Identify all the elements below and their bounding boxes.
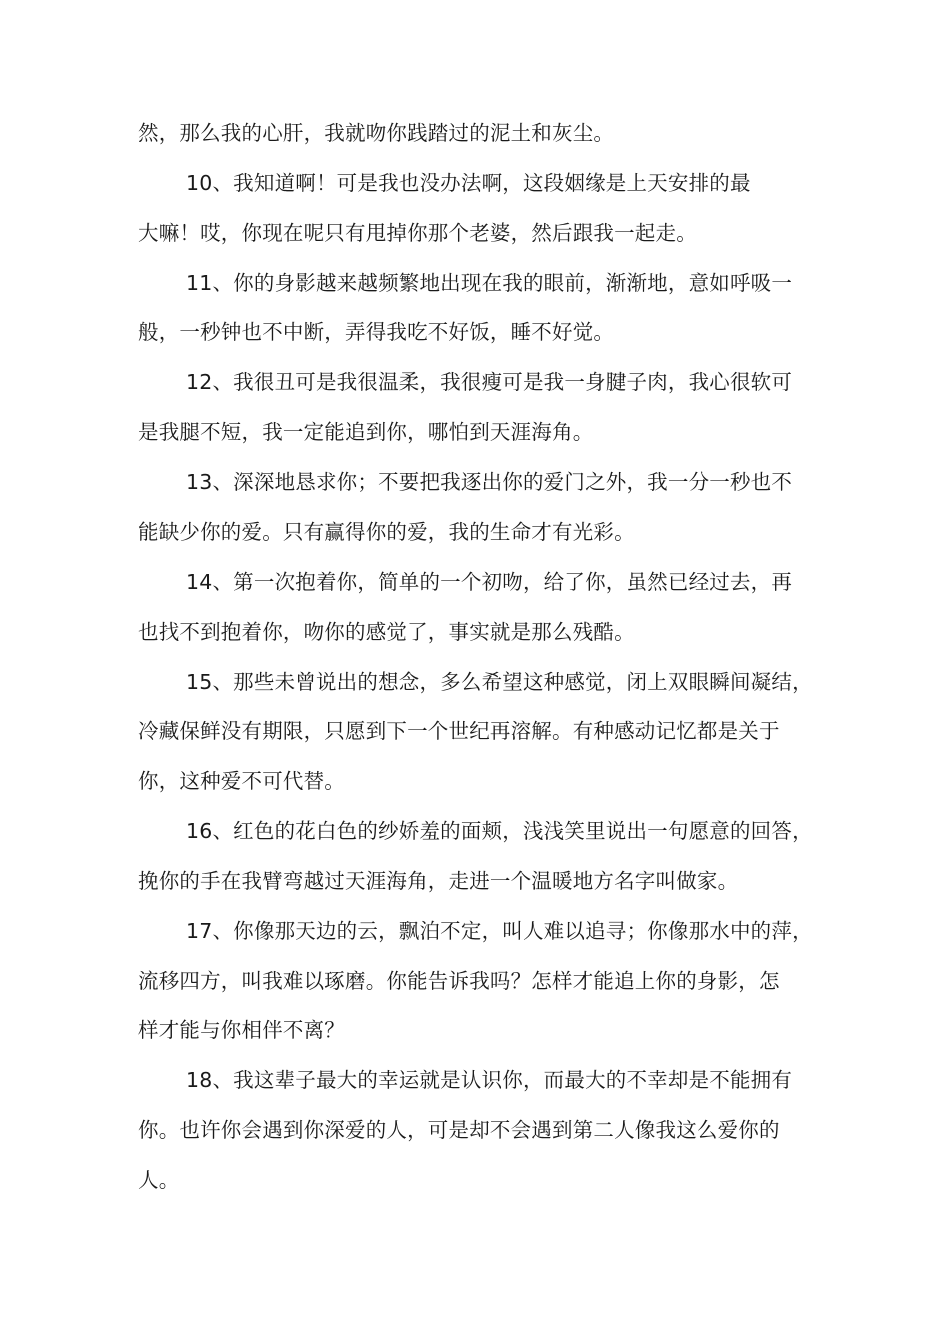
text-line-item-12: 12、我很丑可是我很温柔，我很瘦可是我一身腱子肉，我心很软可 [186, 370, 793, 394]
text-line: 冷藏保鲜没有期限，只愿到下一个世纪再溶解。有种感动记忆都是关于 [138, 719, 780, 743]
text-line: 人。 [138, 1168, 180, 1192]
text-line: 能缺少你的爱。只有赢得你的爱，我的生命才有光彩。 [138, 520, 635, 544]
text-line: 你。也许你会遇到你深爱的人，可是却不会遇到第二人像我这么爱你的 [138, 1118, 780, 1142]
text-line-item-16: 16、红色的花白色的纱娇羞的面颊，浅浅笑里说出一句愿意的回答， [186, 819, 813, 843]
text-line: 样才能与你相伴不离？ [138, 1018, 345, 1042]
text-line: 流移四方，叫我难以琢磨。你能告诉我吗？怎样才能追上你的身影，怎 [138, 969, 780, 993]
text-line: 挽你的手在我臂弯越过天涯海角，走进一个温暖地方名字叫做家。 [138, 869, 739, 893]
text-line: 是我腿不短，我一定能追到你，哪怕到天涯海角。 [138, 420, 594, 444]
text-line-item-15: 15、那些未曾说出的想念，多么希望这种感觉，闭上双眼瞬间凝结， [186, 670, 813, 694]
text-line-item-11: 11、你的身影越来越频繁地出现在我的眼前，渐渐地，意如呼吸一 [186, 271, 793, 295]
text-line: 也找不到抱着你，吻你的感觉了，事实就是那么残酷。 [138, 620, 635, 644]
text-line-item-10: 10、我知道啊！可是我也没办法啊，这段姻缘是上天安排的最 [186, 171, 751, 195]
text-line: 般，一秒钟也不中断，弄得我吃不好饭，睡不好觉。 [138, 320, 615, 344]
text-line: 你，这种爱不可代替。 [138, 769, 345, 793]
text-line: 然，那么我的心肝，我就吻你践踏过的泥土和灰尘。 [138, 121, 615, 145]
text-line: 大嘛！哎，你现在呢只有甩掉你那个老婆，然后跟我一起走。 [138, 221, 697, 245]
text-line-item-18: 18、我这辈子最大的幸运就是认识你，而最大的不幸却是不能拥有 [186, 1068, 793, 1092]
text-line-item-17: 17、你像那天边的云，飘泊不定，叫人难以追寻；你像那水中的萍， [186, 919, 813, 943]
text-line-item-14: 14、第一次抱着你，简单的一个初吻，给了你，虽然已经过去，再 [186, 570, 793, 594]
text-line-item-13: 13、深深地恳求你；不要把我逐出你的爱门之外，我一分一秒也不 [186, 470, 793, 494]
